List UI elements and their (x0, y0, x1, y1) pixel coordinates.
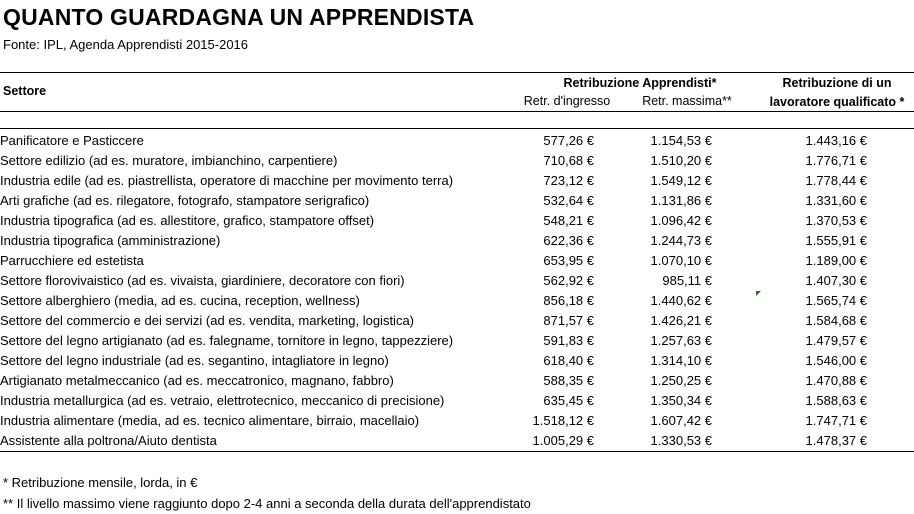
salary-table (0, 131, 867, 451)
sector-cell: Settore florovivaistico (ad es. vivaista, giardiniere, decoratore con fiori) (0, 273, 405, 288)
max-pay-cell: 1.250,25 € (650, 373, 712, 388)
max-pay-cell: 1.314,10 € (650, 353, 712, 368)
sector-cell: Settore del legno industriale (ad es. segantino, intagliatore in legno) (0, 353, 389, 368)
entry-pay-cell: 1.005,29 € (532, 433, 594, 448)
sector-cell: Industria tipografica (amministrazione) (0, 233, 221, 248)
qualified-pay-cell: 1.443,16 € (805, 133, 867, 148)
table-row (0, 151, 867, 171)
table-row (0, 411, 867, 431)
table-row (0, 231, 867, 251)
max-pay-cell: 1.154,53 € (650, 133, 712, 148)
sector-cell: Settore edilizio (ad es. muratore, imbianchino, carpentiere) (0, 153, 338, 168)
max-pay-cell: 1.096,42 € (650, 213, 712, 228)
header-max-pay: Retr. massima** (642, 94, 732, 108)
table-row (0, 351, 867, 371)
qualified-pay-cell: 1.588,63 € (805, 393, 867, 408)
entry-pay-cell: 1.518,12 € (532, 413, 594, 428)
entry-pay-cell: 635,45 € (543, 393, 594, 408)
sector-cell: Parrucchiere ed estetista (0, 253, 144, 268)
qualified-pay-cell: 1.776,71 € (805, 153, 867, 168)
entry-pay-cell: 723,12 € (543, 173, 594, 188)
entry-pay-cell: 710,68 € (543, 153, 594, 168)
table-row (0, 331, 867, 351)
table-row (0, 291, 867, 311)
entry-pay-cell: 653,95 € (543, 253, 594, 268)
footnote-max-level: ** Il livello massimo viene raggiunto dopo 2-4 anni a seconda della durata dell'apprendistato (3, 496, 531, 511)
sector-cell: Industria tipografica (ad es. allestitore, grafico, stampatore offset) (0, 213, 375, 228)
qualified-pay-cell: 1.407,30 € (805, 273, 867, 288)
entry-pay-cell: 856,18 € (543, 293, 594, 308)
cell-comment-marker (756, 291, 761, 296)
max-pay-cell: 1.510,20 € (650, 153, 712, 168)
sector-cell: Assistente alla poltrona/Aiuto dentista (0, 433, 217, 448)
sector-cell: Industria edile (ad es. piastrellista, operatore di macchine per movimento terra) (0, 173, 454, 188)
qualified-pay-cell: 1.478,37 € (805, 433, 867, 448)
qualified-pay-cell: 1.479,57 € (805, 333, 867, 348)
qualified-pay-cell: 1.565,74 € (805, 293, 867, 308)
max-pay-cell: 1.257,63 € (650, 333, 712, 348)
table-row (0, 271, 867, 291)
source-note: Fonte: IPL, Agenda Apprendisti 2015-2016 (3, 37, 249, 52)
qualified-pay-cell: 1.584,68 € (805, 313, 867, 328)
sector-cell: Settore del commercio e dei servizi (ad es. vendita, marketing, logistica) (0, 313, 415, 328)
sector-cell: Settore alberghiero (media, ad es. cucina, reception, wellness) (0, 293, 360, 308)
table-row (0, 171, 867, 191)
entry-pay-cell: 548,21 € (543, 213, 594, 228)
table-row (0, 371, 867, 391)
max-pay-cell: 1.244,73 € (650, 233, 712, 248)
max-pay-cell: 1.549,12 € (650, 173, 712, 188)
sector-cell: Panificatore e Pasticcere (0, 133, 144, 148)
footnote-monthly: * Retribuzione mensile, lorda, in € (3, 475, 198, 490)
table-row (0, 131, 867, 151)
qualified-pay-cell: 1.546,00 € (805, 353, 867, 368)
sector-cell: Arti grafiche (ad es. rilegatore, fotografo, stampatore serigrafico) (0, 193, 370, 208)
footnotes (3, 472, 531, 514)
qualified-pay-cell: 1.189,00 € (805, 253, 867, 268)
qualified-pay-cell: 1.555,91 € (805, 233, 867, 248)
qualified-pay-cell: 1.331,60 € (805, 193, 867, 208)
entry-pay-cell: 588,35 € (543, 373, 594, 388)
table-row (0, 211, 867, 231)
max-pay-cell: 1.330,53 € (650, 433, 712, 448)
entry-pay-cell: 562,92 € (543, 273, 594, 288)
header-qualified-line1: Retribuzione di un (782, 76, 892, 90)
max-pay-cell: 1.607,42 € (650, 413, 712, 428)
entry-pay-cell: 871,57 € (543, 313, 594, 328)
entry-pay-cell: 618,40 € (543, 353, 594, 368)
sector-cell: Settore del legno artigianato (ad es. falegname, tornitore in legno, tappezziere) (0, 333, 454, 348)
header-apprentice-group: Retribuzione Apprendisti* (563, 76, 717, 90)
qualified-pay-cell: 1.470,88 € (805, 373, 867, 388)
table-row (0, 251, 867, 271)
max-pay-cell: 985,11 € (662, 273, 712, 288)
header-sector: Settore (3, 84, 47, 98)
page-title: QUANTO GUARDAGNA UN APPRENDISTA (3, 4, 475, 30)
max-pay-cell: 1.070,10 € (650, 253, 712, 268)
entry-pay-cell: 577,26 € (543, 133, 594, 148)
header-qualified-line2: lavoratore qualificato * (769, 95, 905, 109)
header-top-rule (0, 72, 914, 73)
table-row (0, 431, 867, 451)
entry-pay-cell: 591,83 € (543, 333, 594, 348)
table-top-rule (0, 128, 914, 129)
entry-pay-cell: 532,64 € (543, 193, 594, 208)
max-pay-cell: 1.350,34 € (650, 393, 712, 408)
table-bottom-rule (0, 451, 914, 452)
max-pay-cell: 1.426,21 € (650, 313, 712, 328)
table-row (0, 191, 867, 211)
max-pay-cell: 1.131,86 € (650, 193, 712, 208)
sector-cell: Artigianato metalmeccanico (ad es. meccatronico, magnano, fabbro) (0, 373, 394, 388)
sector-cell: Industria metallurgica (ad es. vetraio, elettrotecnico, meccanico di precisione) (0, 393, 445, 408)
table-row (0, 311, 867, 331)
qualified-pay-cell: 1.778,44 € (805, 173, 867, 188)
header-bottom-rule (0, 111, 914, 112)
qualified-pay-cell: 1.747,71 € (805, 413, 867, 428)
table-row (0, 391, 867, 411)
qualified-pay-cell: 1.370,53 € (805, 213, 867, 228)
entry-pay-cell: 622,36 € (543, 233, 594, 248)
max-pay-cell: 1.440,62 € (650, 293, 712, 308)
header-entry-pay: Retr. d'ingresso (523, 94, 611, 108)
sector-cell: Industria alimentare (media, ad es. tecnico alimentare, birraio, macellaio) (0, 413, 420, 428)
